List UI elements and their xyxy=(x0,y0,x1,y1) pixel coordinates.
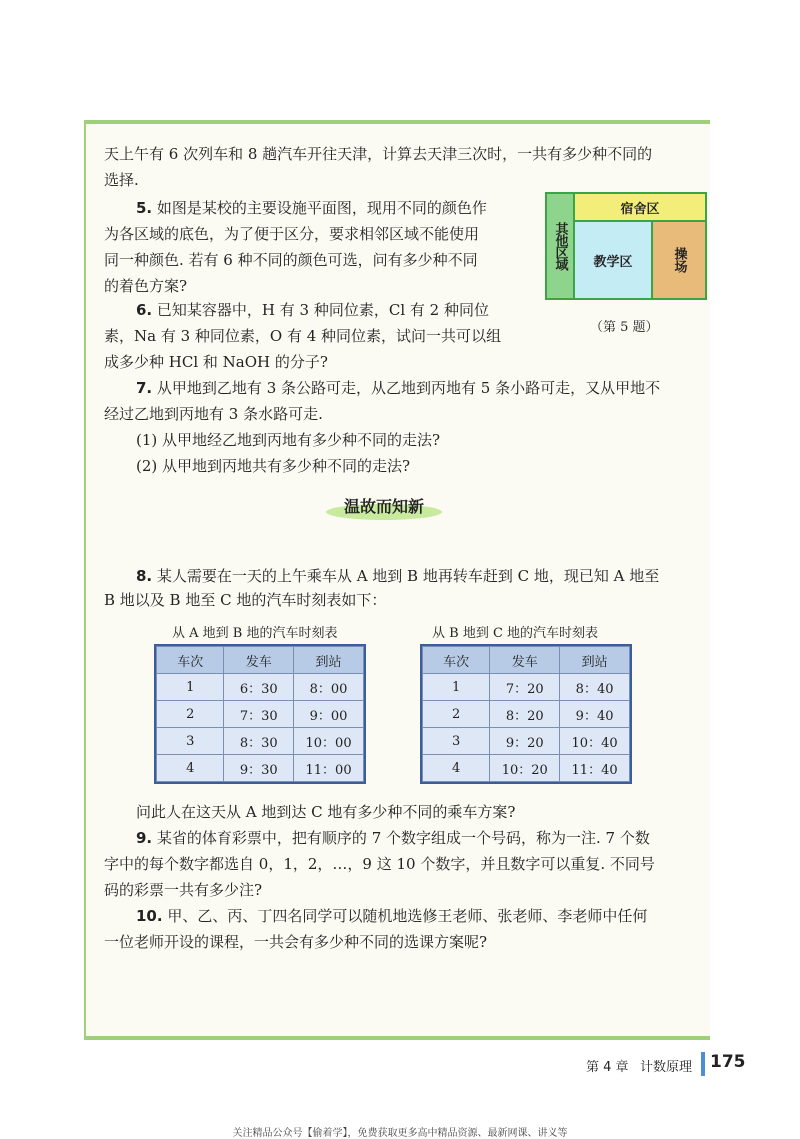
table-cell: 10：40 xyxy=(560,728,630,755)
problem-9-line-3: 码的彩票一共有多少注? xyxy=(104,881,263,899)
problem-5-number: 5. xyxy=(136,199,153,217)
problem-5-line-4: 的着色方案? xyxy=(104,277,188,295)
problem-9-line-2: 字中的每个数字都选自 0，1，2，…，9 这 10 个数字，并且数字可以重复. 不同号 xyxy=(104,855,655,873)
problem-7-line-2: 经过乙地到丙地有 3 条水路可走. xyxy=(104,405,323,423)
table-row xyxy=(157,728,364,755)
table-cell: 3 xyxy=(423,728,490,755)
timetable-a-to-b xyxy=(156,646,364,782)
problem-9-number: 9. xyxy=(136,829,153,847)
table-cell: 8：20 xyxy=(490,701,560,728)
table-cell: 11：00 xyxy=(294,755,364,782)
problem-8-question: 问此人在这天从 A 地到达 C 地有多少种不同的乘车方案? xyxy=(136,803,516,821)
problem-6-line-3: 成多少种 HCl 和 NaOH 的分子? xyxy=(104,353,328,371)
table-cell: 3 xyxy=(157,728,224,755)
problem-9-text: 某省的体育彩票中，把有顺序的 7 个数字组成一个号码，称为一注. 7 个数 xyxy=(156,829,650,847)
table-cell: 4 xyxy=(423,755,490,782)
map-region-dorm: 宿舍区 xyxy=(575,194,705,222)
problem-8-line-2: B 地以及 B 地至 C 地的汽车时刻表如下： xyxy=(104,591,387,609)
problem-10-number: 10. xyxy=(136,907,163,925)
table-cell: 1 xyxy=(157,674,224,701)
table-header-cell: 到站 xyxy=(294,647,364,674)
problem-10-text: 甲、乙、丙、丁四名同学可以随机地选修王老师、张老师、李老师中任何 xyxy=(167,907,648,925)
table-row xyxy=(157,701,364,728)
table-row xyxy=(423,755,630,782)
table-cell: 11：40 xyxy=(560,755,630,782)
table-2-caption: 从 B 地到 C 地的汽车时刻表 xyxy=(432,626,599,641)
table-row xyxy=(423,728,630,755)
table-cell: 2 xyxy=(423,701,490,728)
table-header-cell: 发车 xyxy=(490,647,560,674)
figure-caption: （第 5 题） xyxy=(590,320,659,335)
table-row xyxy=(157,755,364,782)
table-cell: 9：30 xyxy=(224,755,294,782)
problem-4-line-1: 天上午有 6 次列车和 8 趟汽车开往天津，计算去天津三次时，一共有多少种不同的 xyxy=(104,145,653,163)
table-1-caption: 从 A 地到 B 地的汽车时刻表 xyxy=(172,626,338,641)
table-header-cell: 发车 xyxy=(224,647,294,674)
page-number-bar xyxy=(701,1052,705,1076)
table-cell: 9：00 xyxy=(294,701,364,728)
problem-6-line-2: 素，Na 有 3 种同位素，O 有 4 种同位素，试问一共可以组 xyxy=(104,327,502,345)
table-cell: 7：30 xyxy=(224,701,294,728)
problem-4-line-2: 选择. xyxy=(104,171,139,189)
table-row xyxy=(423,674,630,701)
table-cell: 4 xyxy=(157,755,224,782)
table-header-cell: 车次 xyxy=(423,647,490,674)
table-header-cell: 车次 xyxy=(157,647,224,674)
problem-7-question-1: (1) 从甲地经乙地到丙地有多少种不同的走法? xyxy=(136,431,441,449)
problem-7-line-1 xyxy=(136,378,660,398)
problem-7-text: 从甲地到乙地有 3 条公路可走，从乙地到丙地有 5 条小路可走，又从甲地不 xyxy=(156,379,661,397)
footer-chapter-title: 计数原理 xyxy=(640,1060,693,1075)
problem-6-text: 已知某容器中，H 有 3 种同位素，Cl 有 2 种同位 xyxy=(156,301,489,319)
problem-6-number: 6. xyxy=(136,301,153,319)
problem-5-line-1 xyxy=(136,198,487,218)
problem-8-line-1 xyxy=(136,566,659,586)
table-cell: 10：00 xyxy=(294,728,364,755)
section-heading xyxy=(322,490,446,524)
table-cell: 9：20 xyxy=(490,728,560,755)
problem-7-question-2: (2) 从甲地到丙地共有多少种不同的走法? xyxy=(136,457,411,475)
table-cell: 6：30 xyxy=(224,674,294,701)
table-cell: 8：40 xyxy=(560,674,630,701)
table-header-cell: 到站 xyxy=(560,647,630,674)
problem-10-line-2: 一位老师开设的课程，一共会有多少种不同的选课方案呢? xyxy=(104,933,488,951)
table-cell: 1 xyxy=(423,674,490,701)
problem-7-number: 7. xyxy=(136,379,153,397)
map-region-teaching: 教学区 xyxy=(575,222,651,298)
map-region-other: 其他区域 xyxy=(547,194,575,298)
table-header-row xyxy=(423,647,630,674)
problem-5-text: 如图是某校的主要设施平面图，现用不同的颜色作 xyxy=(156,199,487,217)
table-row xyxy=(157,674,364,701)
problem-8-text: 某人需要在一天的上午乘车从 A 地到 B 地再转车赶到 C 地，现已知 A 地至 xyxy=(156,567,660,585)
footer-chapter: 第 4 章 xyxy=(586,1060,629,1075)
section-heading-text: 温故而知新 xyxy=(343,497,424,516)
table-row xyxy=(423,701,630,728)
problem-6-line-1 xyxy=(136,300,489,320)
table-header-row xyxy=(157,647,364,674)
map-region-playground: 操场 xyxy=(651,222,705,298)
table-cell: 2 xyxy=(157,701,224,728)
table-cell: 10：20 xyxy=(490,755,560,782)
table-cell: 8：30 xyxy=(224,728,294,755)
problem-9-line-1 xyxy=(136,828,650,848)
table-cell: 9：40 xyxy=(560,701,630,728)
problem-5-line-2: 为各区域的底色，为了便于区分，要求相邻区域不能使用 xyxy=(104,225,480,243)
campus-map-figure xyxy=(545,192,707,300)
problem-8-number: 8. xyxy=(136,567,153,585)
timetable-b-to-c xyxy=(422,646,630,782)
problem-10-line-1 xyxy=(136,906,647,926)
table-cell: 7：20 xyxy=(490,674,560,701)
page-number: 175 xyxy=(710,1052,746,1072)
problem-5-line-3: 同一种颜色. 若有 6 种不同的颜色可选，问有多少种不同 xyxy=(104,251,478,269)
bottom-note: 关注精品公众号【偷着学】，免费获取更多高中精品资源、最新网课、讲义等 xyxy=(232,1128,568,1139)
table-cell: 8：00 xyxy=(294,674,364,701)
